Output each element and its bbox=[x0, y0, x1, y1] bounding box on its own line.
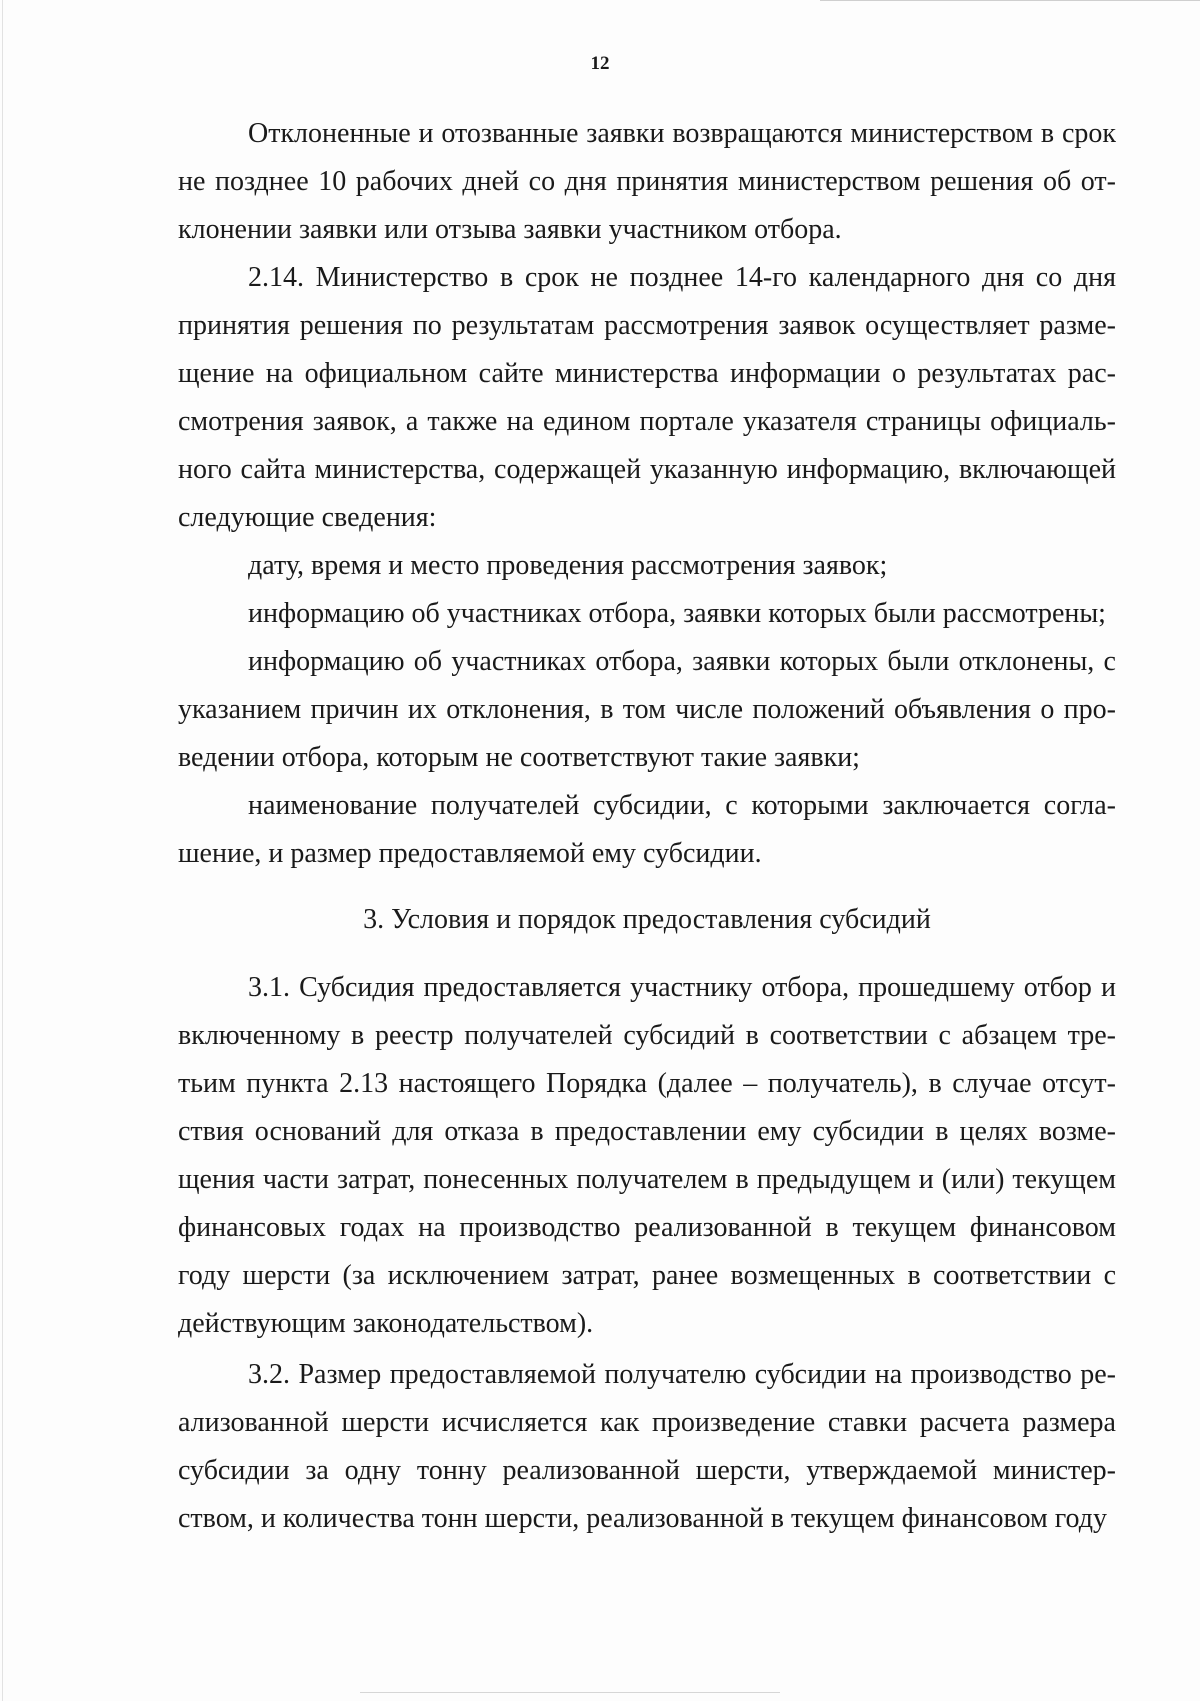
section-heading: 3. Условия и порядок предоставления субсидий bbox=[363, 904, 931, 935]
paragraph-3-1: 3.1. Субсидия предоставляется участнику отбора, прошедшему отбор и включенному в реестр получателей субсидий в соответствии с абзацем третьим пункта 2.13 настоящего Порядка (далее – получатель), в случае отсутствия оснований для отказа в предоставлении ему субсидии в целях возмещения части затрат, понесенных получателем в предыдущем и (или) текущем финансовых годах на производство реализованной в текущем финансовом году шерсти (за исключением затрат, ранее возмещенных в соответствии с действующим законодательством). bbox=[178, 972, 1116, 1339]
paragraph-2-14: 2.14. Министерство в срок не позднее 14-го календарного дня со дня принятия решения по результатам рассмотрения заявок осуществляет размещение на официальном сайте министерства информации о результатах рассмотрения заявок, а также на едином портале указателя страницы официального сайта министерства, содержащей указанную информацию, включающей следующие сведения: bbox=[178, 262, 1116, 533]
paragraph-list-date: дату, время и место проведения рассмотрения заявок; bbox=[248, 550, 888, 581]
paragraph-list-recipients: наименование получателей субсидии, с которыми заключается соглашение, и размер предоставляемой ему субсидии. bbox=[178, 790, 1116, 869]
scan-edge-bottom bbox=[360, 1692, 780, 1693]
page-number: 12 bbox=[590, 53, 610, 74]
document-body bbox=[178, 110, 1116, 1543]
paragraph-3-2: 3.2. Размер предоставляемой получателю субсидии на производство реализованной шерсти исчисляется как произведение ставки расчета размера субсидии за одну тонну реализованной шерсти, утверждаемой министерством, и количества тонн шерсти, реализованной в текущем финансовом году bbox=[178, 1359, 1116, 1534]
scan-edge-top bbox=[820, 0, 1200, 1]
scan-edge-left bbox=[2, 0, 3, 1701]
paragraph-list-reviewed: информацию об участниках отбора, заявки которых были рассмотрены; bbox=[248, 598, 1106, 629]
paragraph-list-rejected: информацию об участниках отбора, заявки которых были отклонены, с указанием причин их отклонения, в том числе положений объявления о проведении отбора, которым не соответствуют такие заявки; bbox=[178, 646, 1116, 773]
paragraph-rejected-applications: Отклоненные и отозванные заявки возвращаются министерством в срок не позднее 10 рабочих дней со дня принятия министерством решения об отклонении заявки или отзыва заявки участником отбора. bbox=[178, 118, 1116, 245]
